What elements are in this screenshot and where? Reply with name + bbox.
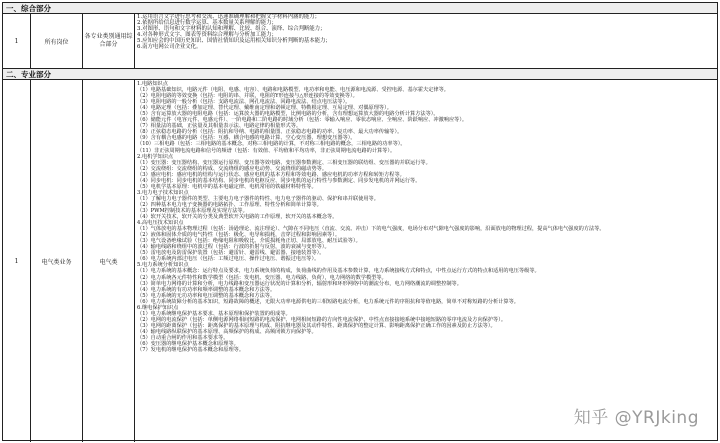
document-page: [2, 2, 718, 441]
list-item: （1）气体放电的基本物理过程（包括：汤逊理论、流注理论）、气隙在不同电压（直流、交流、冲击）下的电气强度，电场分布对气隙电气强度的影响，沿面放电的物理过程，提高气体电气强度的方法等。: [137, 226, 605, 233]
list-item: （3）电网的距离保护（包括：距离保护的基本原理与构成、阻抗继电器及其动作特性、距离保护的整定计算、影响距离保护正确工作的因素及防止方法等）。: [137, 322, 496, 329]
list-item: （11）非正弦周期电流电路和信号的频谱（包括：有效值、平均值和平均功率，非正弦周期电流电路的计算等）。: [137, 147, 396, 154]
list-item: （3）感应电机：感应电机的结构与运行状态、感应电机的基本方程和等效电路、感应电机的功率方程和转矩方程等。: [137, 171, 405, 178]
general-section-header: 一、综合部分: [3, 3, 717, 14]
list-item: （9）含有耦合电感的电路（包括：互感、耦合电感的电路计算、空心变压器、理想变压器等）。: [137, 135, 356, 142]
list-item: （8）正弦稳态电路的分析（包括：阻抗和导纳、电路的相量图、正弦稳态电路的功率、复功率、最大功率传输等）。: [137, 129, 403, 136]
row-index: 1: [3, 14, 31, 68]
list-item: 2.电机学知识点: [137, 153, 174, 160]
list-item: （4）同步电机：同步电机的基本结构、同步电机的电枢反应、同步电机的运行特性与参数测定、同步发电机的并网运行等。: [137, 177, 421, 184]
list-item: 6.继电保护知识点: [137, 304, 179, 311]
category-cell: 各专业类别通用综合部分: [83, 14, 135, 68]
list-item: （5）电力系统的无功功率和电压调整的基本概念和方法等。: [137, 292, 276, 299]
list-item: （1）了解电力电子器件的类型、主要电力电子器件的特性、电力电子器件的驱动、保护和串并联使用等。: [137, 195, 379, 202]
position-cell: 所有岗位: [31, 14, 83, 68]
list-item: （6）电力系统内部过电压（包括：工频过电压、操作过电压、谐振过电压等）。: [137, 256, 320, 263]
list-item: （4）输电线路和绕组中的波过程（包括：行波的折射与反射，波的衰减与变形等）。: [137, 244, 330, 251]
list-item: （7）发电机的继电保护的基本概念和原理等。: [137, 347, 245, 354]
watermark: 知乎 @YRJking: [573, 408, 699, 428]
list-item: （5）雷电放电及防雷保护装置（包括：避雷针、避雷线、避雷器、接地装置等）。: [137, 250, 325, 257]
content-cell: [135, 14, 717, 68]
list-item: 5.应知应会的中国历史知识、国情社情知识及运用相关知识分析判断的基本能力；: [137, 37, 331, 44]
general-row: [3, 14, 717, 69]
list-item: （4）电力系统的有功功率和频率调整的基本概念和方法等。: [137, 286, 276, 293]
list-item: （2）交流绕组：交流绕组的构成、交流绕组的感应电动势、交流绕组的磁动势等。: [137, 165, 328, 172]
list-item: 1.电路知识点: [137, 81, 168, 87]
list-item: （1）电力系统的基本概念：运行特点及要求，电力系统负荷的构成，负荷曲线的作用及基本参数计算，电力系统接线方式和特点，中性点运行方式的特点和适用的电压等级等。: [137, 268, 540, 275]
list-item: （3）PWM控制技术的基本原理及实现方法等。: [137, 207, 248, 214]
list-item: （1）电力系统继电保护基本要求、基本原理和保护装置的组成等。: [137, 310, 291, 317]
row-index: 1: [3, 80, 31, 442]
list-item: （5）电机学基本原理：电机中的基本电磁定律、电机常用的铁磁材料特性等。: [137, 183, 317, 190]
list-item: （3）电气设备绝缘试验（包括：绝缘电阻和吸收比、介质损耗角正切、局部放电、耐压试验等）。: [137, 238, 361, 245]
list-item: （10）三相电路（包括：三相电路的基本概念，对称三相电路的计算，不对称三相电路的概念，三相电路的功率等）。: [137, 141, 406, 148]
list-item: （2）四种基本电力电子变换器的电路拓扑、工作原理、特性分析和简单计算等。: [137, 201, 322, 208]
list-item: （1）电路基础知识，电路元件（电阻、电感、电容）、电路和电路模型、电功率和电能、电压源和电流源、受控电源、基尔霍夫定律等。: [137, 87, 449, 94]
list-item: （2）液体和固体介质的电气特性（包括：极化、电导和损耗，击穿过程和影响因素等）。: [137, 232, 341, 239]
list-item: 5.电力系统分析知识点: [137, 262, 189, 269]
content-cell: [135, 80, 717, 442]
list-item: 2.依据所给信息进行数学运算、基本数量关系理解的能力；: [137, 19, 277, 26]
list-item: （5）自动重合闸的作用和基本要求等。: [137, 334, 229, 341]
general-item-list: [135, 14, 333, 51]
position-cell: 电气类业务: [31, 80, 83, 442]
list-item: （2）电网的电流保护（包括：单侧电源网络相间短路的电流保护、电网相间短路的方向性电流保护、中性点直接接地系统中接地短路的零序电流及方向保护等）。: [137, 316, 507, 323]
list-item: （4）输电线路纵联保护的基本原理、高频保护的构成、高频闭锁方向保护等。: [137, 328, 317, 335]
list-item: （3）简单电力网络的计算和分析，电力线路和变压器运行状况的计算和分析，辐射形和环形网络中的潮流分布，电力网络潮流的调整控制等。: [137, 280, 462, 287]
list-item: （2）电阻电路的等效变换（包括：电阻的串、并联，电阻的Y形连接与△形连接的等效变换等）。: [137, 93, 358, 100]
category-cell: 电气类: [83, 80, 135, 442]
list-item: （6）电力系统故障分析的基本知识，短路故障的概述，无限大功率电源供电的三相短路电流分析，电力系统元件的序阻抗和等值电路，简单不对称短路的分析计算等。: [137, 298, 519, 305]
list-item: 3.对图形、语句和文字材料的认知和理解、比较、组合、演绎、综合判断能力；: [137, 25, 326, 32]
list-item: 3.电力电子技术知识点: [137, 189, 189, 196]
list-item: （7）相量法的基础，正弦量及其相量表示法、电路定律的相量形式等。: [137, 123, 302, 130]
professional-row: [3, 80, 717, 442]
list-item: 6.南方电网公司企业文化。: [137, 43, 202, 50]
list-item: 1.运用语言文字进行思考和交流、迅速准确理解和把握文字材料内涵的能力；: [137, 14, 321, 20]
professional-item-list: [135, 80, 607, 354]
list-item: （5）含有运算放大器的电阻电路（包括：运算放大器的电路模型，比例电路的分析，含有理想运算放大器的电路分析计算方法等）。: [137, 111, 439, 118]
list-item: （4）软开关技术，软开关的分类及典型软开关电路的工作原理，软开关的基本概念等。: [137, 214, 338, 221]
list-item: 4.高电压技术知识点: [137, 220, 184, 227]
list-item: （1）变压器：变压器结构、变压器运行原理、变压器等效电路、变压器参数测定、三相变压器的联结组、变压器的并联运行等。: [137, 159, 431, 166]
list-item: 4.对各种形式文字、图表等资料综合理解与分析加工能力；: [137, 31, 277, 38]
list-item: （6）变压器的继电保护基本概念和原理等。: [137, 341, 239, 348]
professional-section-header: 二、专业部分: [3, 69, 717, 80]
list-item: （2）电力系统各元件特性和数学模型（包括：发电机、变压器、电力线路、负荷），电力网络的数学模型等。: [137, 274, 387, 281]
list-item: （3）电阻电路的一般分析（包括：支路电流法、网孔电流法、回路电流法、结点电压法等）。: [137, 99, 351, 106]
list-item: （6）储能元件（电容元件、电感元件）、一阶电路和二阶电路的时域分析（包括：零输入响应、零状态响应、全响应、阶跃响应、冲激响应等）。: [137, 117, 468, 124]
list-item: （4）电路定理（包括：叠加定理、替代定理、戴维南定理和诺顿定理、特勒根定理、互易定理、对偶原理等）。: [137, 105, 392, 112]
